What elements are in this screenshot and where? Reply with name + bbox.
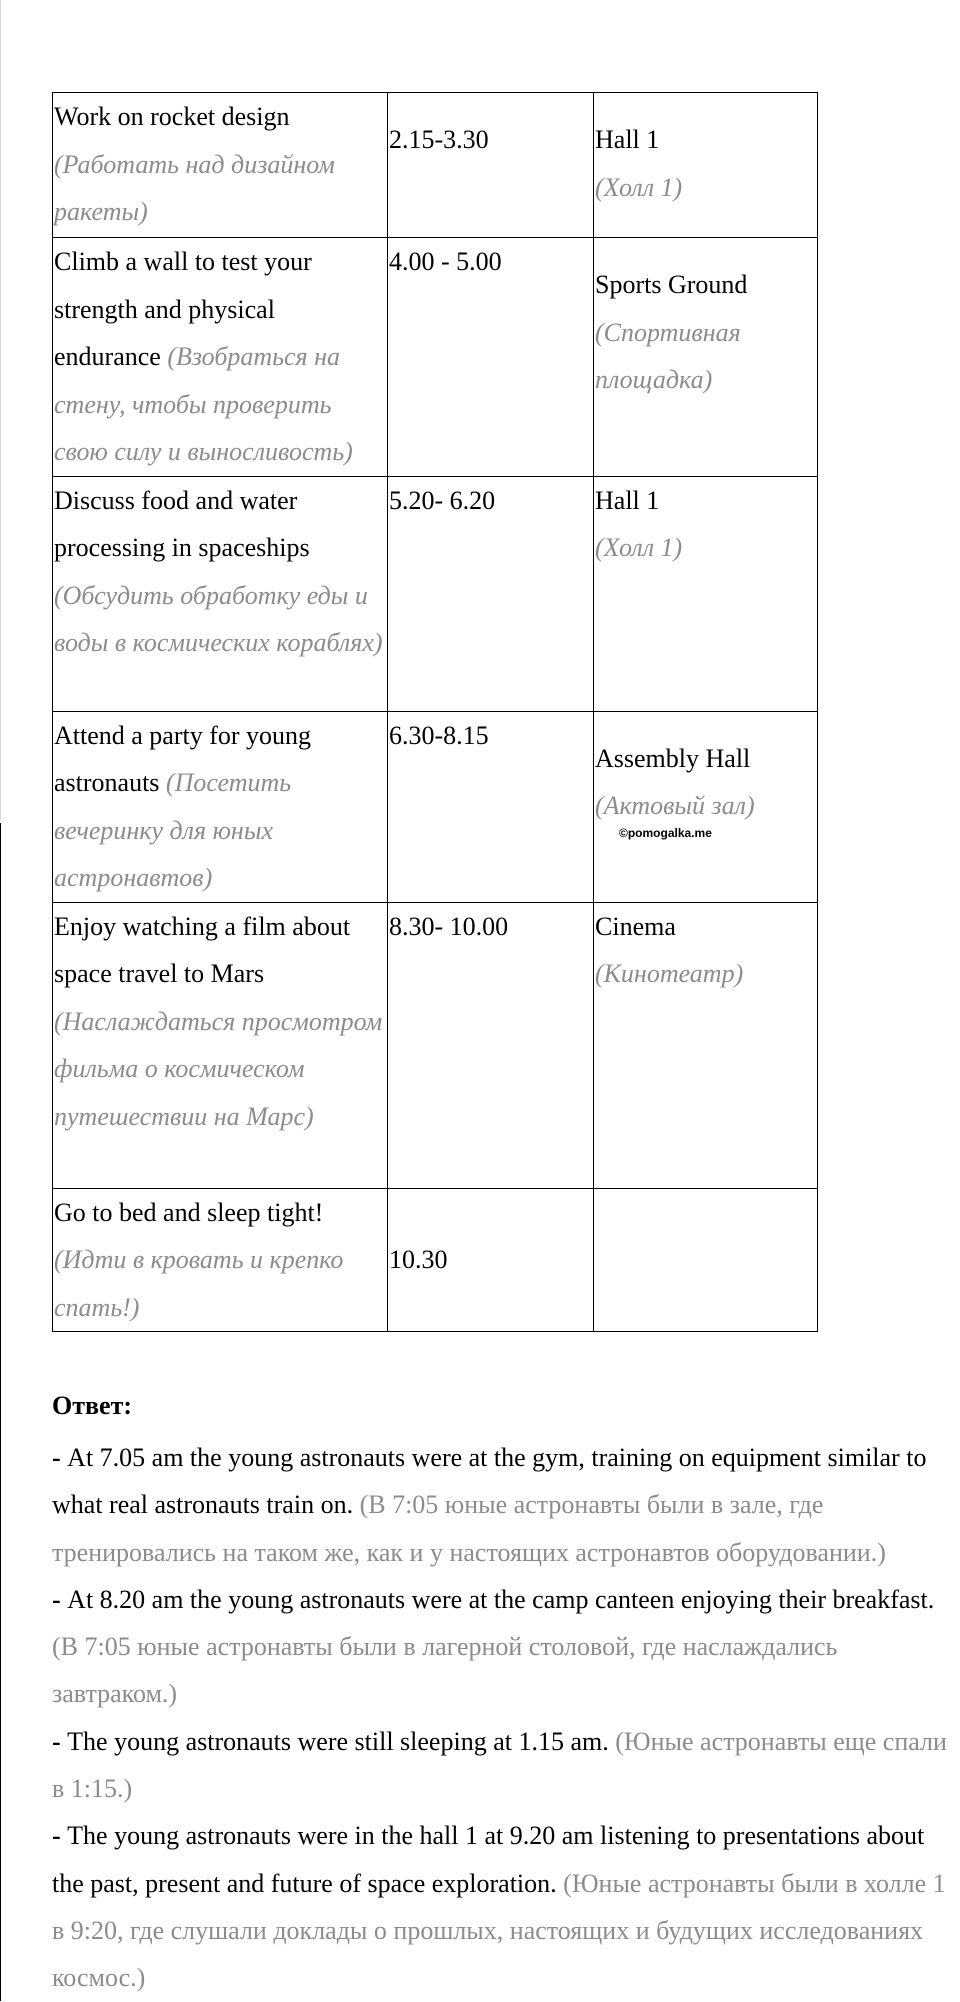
activity-en: Climb a wall to test your strength and physical endurance: [54, 247, 312, 371]
activity-en: Work on rocket design: [54, 102, 290, 131]
activity-cell: [53, 238, 388, 477]
place-cell: [594, 902, 818, 1188]
answer-ru: (В 7:05 юные астронавты были в зале, где тренировались на таком же, как и у настоящих астронавтов оборудовании.): [52, 1490, 886, 1567]
time-value: 6.30-8.15: [389, 720, 489, 750]
time-value: 4.00 - 5.00: [389, 247, 502, 276]
page-edge-line: [0, 0, 1, 820]
answer-heading: Ответ:: [52, 1391, 133, 1420]
place-cell: [594, 238, 818, 477]
time-cell: [388, 711, 594, 902]
answer-ru: (В 7:05 юные астронавты были в лагерной столовой, где наслаждались завтраком.): [52, 1632, 838, 1709]
answer-en: At 7.05 am the young astronauts were at the gym, training on equipment similar to what real astronauts train on.: [52, 1443, 927, 1520]
place-en: Hall 1: [595, 485, 660, 515]
time-cell: [388, 1188, 594, 1332]
activity-cell: [53, 476, 388, 711]
place-en: Sports Ground: [595, 270, 748, 299]
activity-ru: (Наслаждаться просмотром фильма о космическом путешествии на Марс): [54, 1006, 383, 1131]
time-value: 8.30- 10.00: [389, 911, 509, 941]
answer-en: At 8.20 am the young astronauts were at the camp canteen enjoying their breakfast.: [67, 1584, 935, 1614]
answer-item: - The young astronauts were in the hall 1 at 9.20 am listening to presentations about the past, present and future of space exploration. (Юные астронавты были в холле 1 в 9:20, где слушали доклады о прошлых, настоящих и будущих исследованиях космос.): [52, 1821, 946, 1993]
place-ru: (Спортивная площадка): [595, 317, 741, 394]
time-cell: [388, 238, 594, 477]
answer-section: [52, 1382, 957, 2002]
place-ru: (Холл 1): [595, 172, 683, 202]
schedule-table: [52, 92, 818, 1332]
activity-en: Enjoy watching a film about space travel to Mars: [54, 911, 351, 988]
activity-cell: [53, 902, 388, 1188]
table-row: [53, 1188, 818, 1332]
time-value: 10.30: [389, 1244, 448, 1274]
place-cell: [594, 1188, 818, 1332]
time-cell: [388, 93, 594, 238]
place-en: Assembly Hall: [595, 743, 751, 773]
table-row: [53, 711, 818, 902]
table-row: [53, 476, 818, 711]
place-cell: [594, 93, 818, 238]
table-row: [53, 93, 818, 238]
activity-ru: (Идти в кровать и крепко спать!): [54, 1245, 344, 1322]
activity-ru: (Работать над дизайном ракеты): [54, 149, 335, 226]
activity-ru: (Посетить вечеринку для юных астронавтов): [54, 768, 292, 892]
table-row: [53, 238, 818, 477]
activity-en: Go to bed and sleep tight!: [54, 1197, 324, 1227]
answer-item: - At 8.20 am the young astronauts were at the camp canteen enjoying their breakfast. (В 7:05 юные астронавты были в лагерной столовой, где наслаждались завтраком.): [52, 1584, 935, 1709]
answer-item: - The young astronauts were still sleeping at 1.15 am. (Юные астронавты еще спали в 1:15.): [52, 1726, 947, 1804]
time-value: 2.15-3.30: [389, 125, 489, 154]
place-cell: [594, 476, 818, 711]
place-ru: (Холл 1): [595, 533, 683, 562]
place-en: Cinema: [595, 911, 676, 941]
activity-ru: (Взобраться на стену, чтобы проверить свою силу и выносливость): [54, 342, 353, 466]
answer-item: - At 7.05 am the young astronauts were at the gym, training on equipment similar to what real astronauts train on. (В 7:05 юные астронавты были в зале, где тренировались на таком же, как и у настоящих астронавтов оборудовании.): [52, 1443, 927, 1567]
answer-ru: (Юные астронавты были в холле 1 в 9:20, где слушали доклады о прошлых, настоящих и будущих исследованиях космос.): [52, 1868, 946, 1993]
activity-cell: [53, 93, 388, 238]
page-edge-line: [0, 823, 1, 2001]
activity-cell: [53, 711, 388, 902]
activity-cell: [53, 1188, 388, 1332]
place-ru: (Актовый зал): [595, 791, 755, 820]
activity-en: Attend a party for young astronauts: [54, 720, 312, 797]
time-cell: [388, 902, 594, 1188]
answer-en: The young astronauts were in the hall 1 at 9.20 am listening to presentations about the past, present and future of space exploration.: [52, 1821, 925, 1898]
place-en: Hall 1: [595, 125, 660, 154]
place-cell: [594, 711, 818, 902]
time-value: 5.20- 6.20: [389, 485, 496, 515]
time-cell: [388, 476, 594, 711]
activity-en: Discuss food and water processing in spaceships: [54, 485, 310, 562]
answer-en: The young astronauts were still sleeping at 1.15 am.: [67, 1726, 609, 1756]
answer-ru: (Юные астронавты еще спали в 1:15.): [52, 1726, 947, 1804]
place-ru: (Кинотеатр): [595, 959, 744, 988]
activity-ru: (Обсудить обработку еды и воды в космических кораблях): [54, 580, 383, 657]
watermark: ©pomogalka.me: [619, 825, 712, 840]
table-row: [53, 902, 818, 1188]
